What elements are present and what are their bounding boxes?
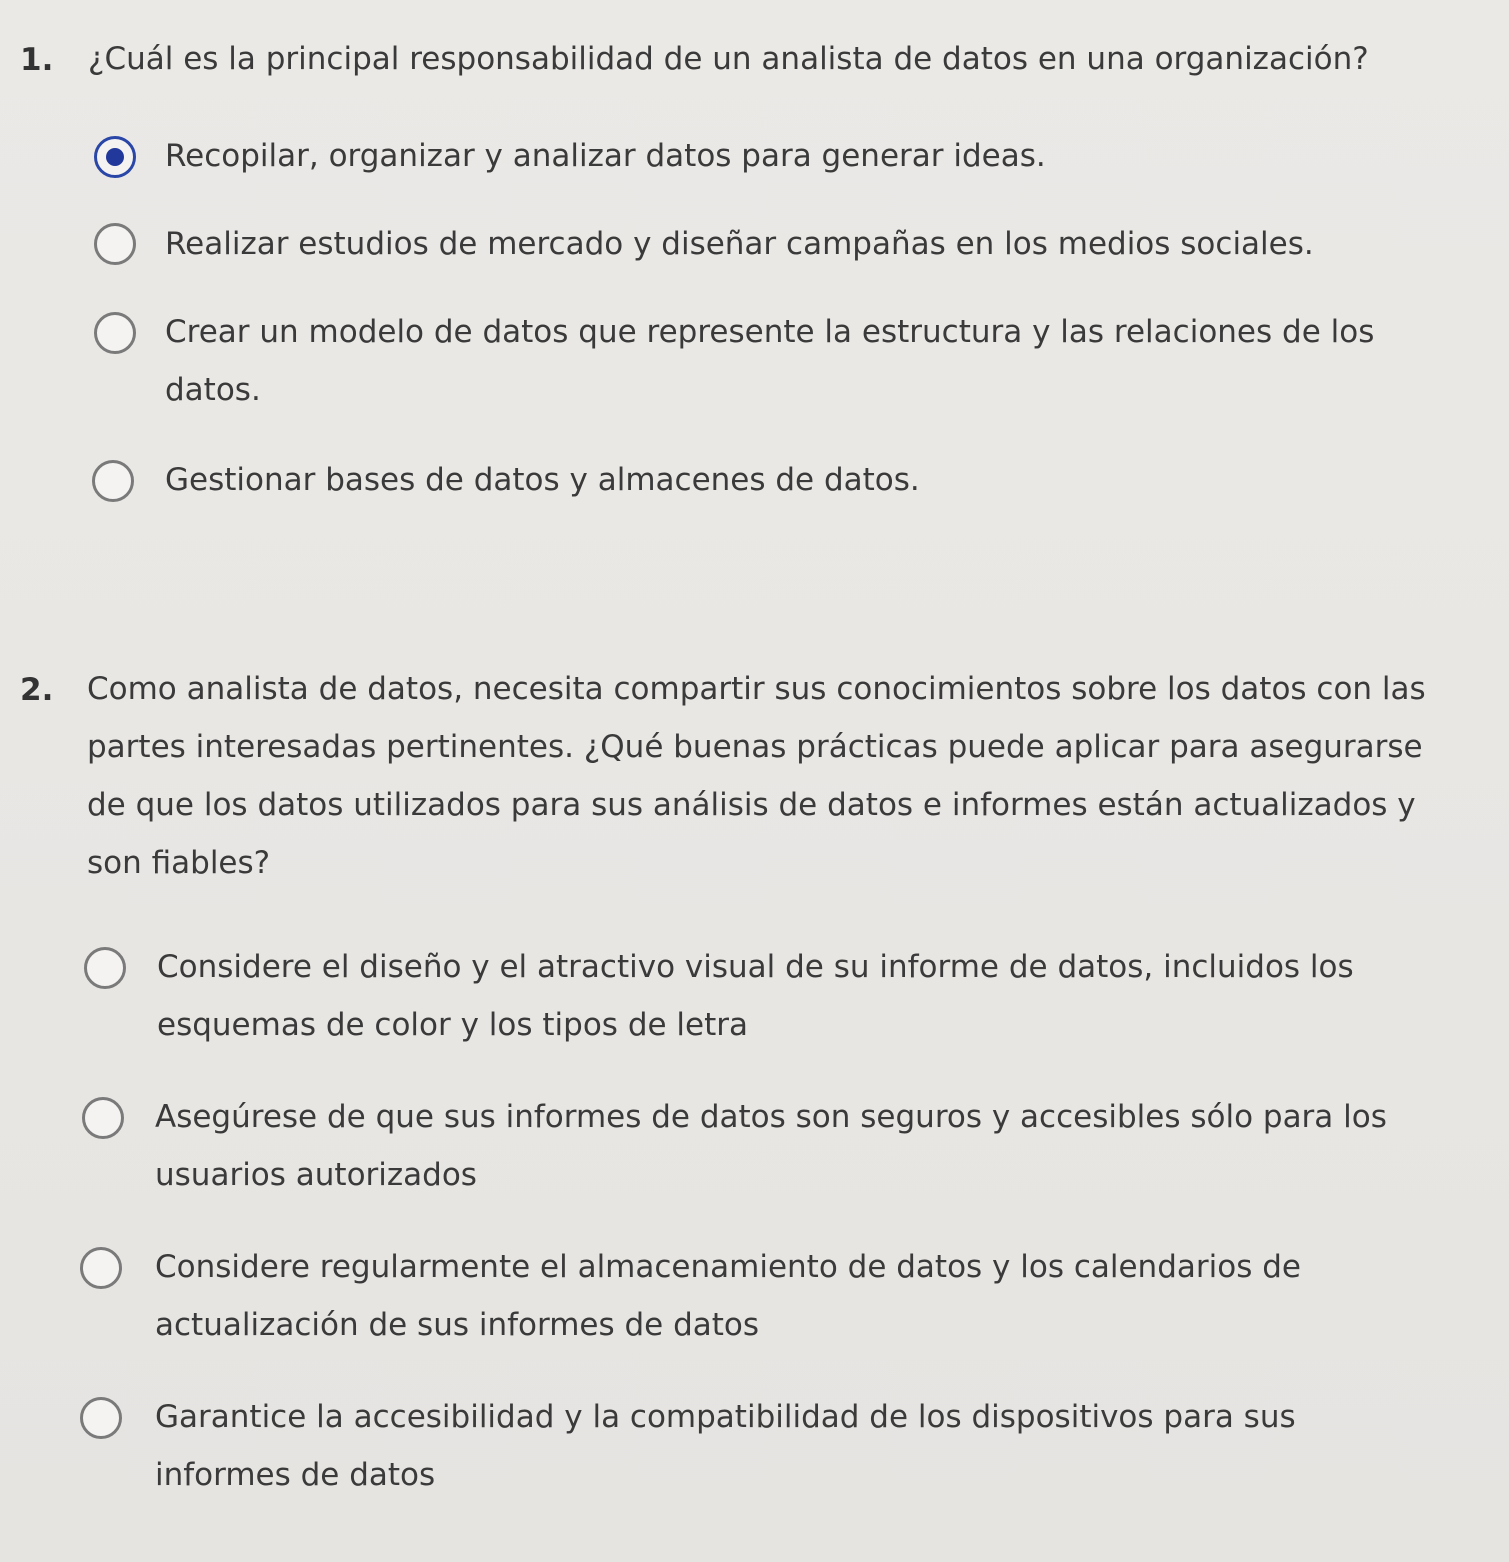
radio-dot-icon (106, 148, 124, 166)
radio-button[interactable] (82, 1097, 124, 1139)
option-label: Garantice la accesibilidad y la compatibilidad de los dispositivos para sus informes de datos (155, 1399, 1296, 1493)
option-label: Crear un modelo de datos que represente la estructura y las relaciones de los datos. (165, 314, 1375, 408)
radio-button[interactable] (94, 223, 136, 265)
option-label: Recopilar, organizar y analizar datos para generar ideas. (165, 138, 1046, 174)
radio-button[interactable] (92, 460, 134, 502)
question-number: 2. (20, 672, 54, 708)
question-text: ¿Cuál es la principal responsabilidad de un analista de datos en una organización? (88, 41, 1369, 77)
radio-button-selected[interactable] (94, 136, 136, 178)
option-label: Asegúrese de que sus informes de datos son seguros y accesibles sólo para los usuarios autorizados (155, 1099, 1387, 1193)
option-label: Considere el diseño y el atractivo visual de su informe de datos, incluidos los esquemas de color y los tipos de letra (157, 949, 1354, 1043)
option-label: Gestionar bases de datos y almacenes de datos. (165, 462, 920, 498)
radio-button[interactable] (84, 947, 126, 989)
radio-button[interactable] (80, 1247, 122, 1289)
question-text: Como analista de datos, necesita compartir sus conocimientos sobre los datos con las partes interesadas pertinentes. ¿Qué buenas prácticas puede aplicar para asegurarse de que los datos utilizados para sus análisis de datos e informes están actualizados y son fiables? (87, 671, 1426, 881)
option-label: Considere regularmente el almacenamiento de datos y los calendarios de actualización de sus informes de datos (155, 1249, 1301, 1343)
question-number: 1. (20, 42, 54, 78)
radio-button[interactable] (94, 312, 136, 354)
option-label: Realizar estudios de mercado y diseñar campañas en los medios sociales. (165, 226, 1314, 262)
radio-button[interactable] (80, 1397, 122, 1439)
